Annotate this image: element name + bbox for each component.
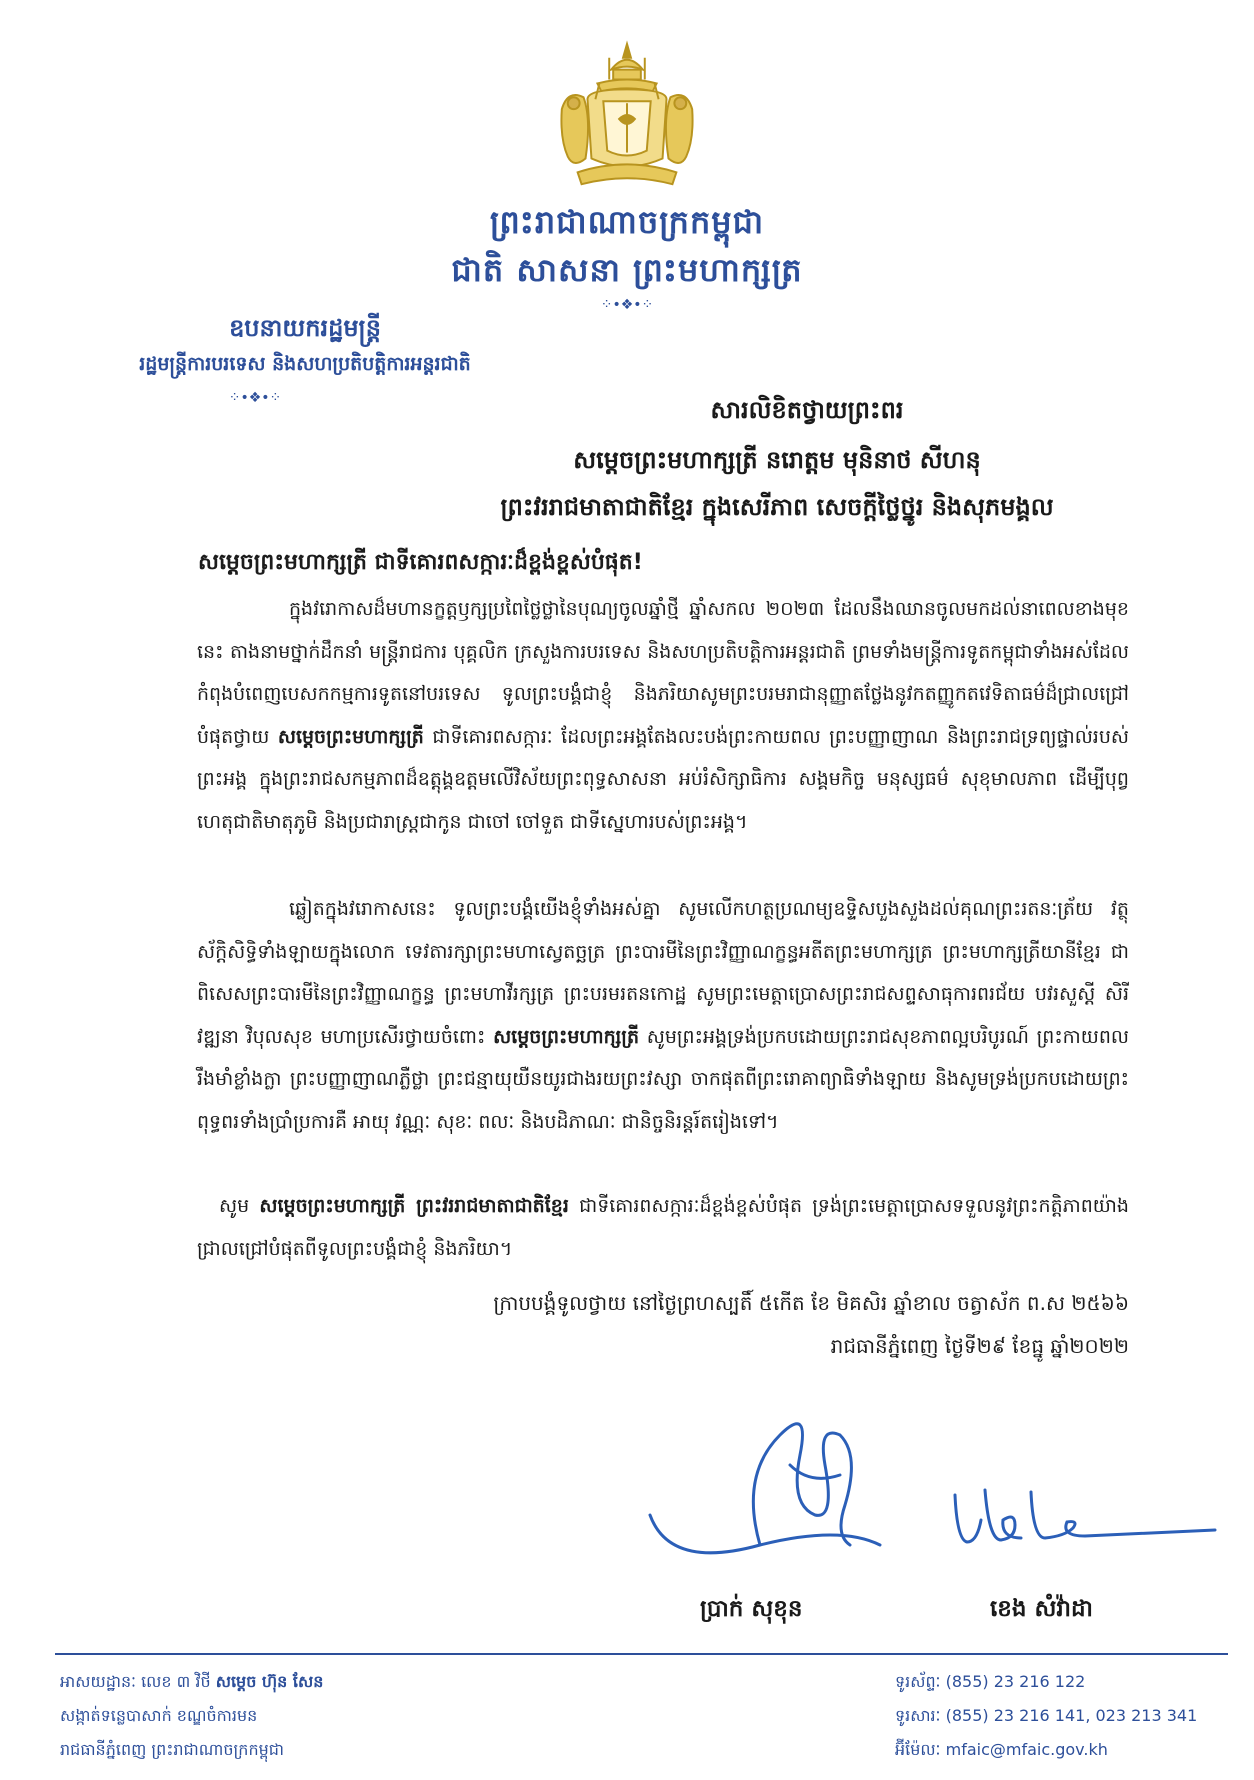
letter-title: សារលិខិតថ្វាយព្រះពរ	[710, 396, 904, 424]
paragraph-1	[197, 588, 1129, 843]
letter-recipient-title: ព្រះវររាជមាតាជាតិខ្មែរ ក្នុងសេរីភាព សេចក្តីថ្លៃថ្នូរ និងសុភមង្គល	[500, 493, 1054, 521]
phone-label: ទូរស័ព្ទៈ	[895, 1672, 941, 1691]
paragraph-3	[197, 1185, 1129, 1270]
paragraph-1-emphasis: សម្តេចព្រះមហាក្សត្រី	[277, 725, 424, 748]
paragraph-2-text-a: ឆ្លៀតក្នុងវរោកាសនេះ ទូលព្រះបង្គំយើងខ្ញុំទាំងអស់គ្នា សូមលើកហត្ថប្រណម្យឧទ្ទិសបួងសួងដល់គុណព្រះរតនៈត្រ័យ វត្ថុស័ក្តិសិទ្ធិទាំងឡាយក្នុងលោក ទេវតារក្សាព្រះមហាស្វេតច្ឆត្រ ព្រះបារមីនៃព្រះវិញ្ញាណក្ខន្ធអតីតព្រះមហាក្សត្រ ព្រះមហាក្សត្រីយានីខ្មែរ ជាពិសេសព្រះបារមីនៃព្រះវិញ្ញាណក្ខន្ធ ព្រះមហាវីរក្សត្រ ព្រះបរមរតនកោដ្ឋ សូមព្រះមេត្តាប្រោសព្រះរាជសព្ទសាធុការពរជ័យ បវរសួស្តី សិរីវឌ្ឍនា វិបុលសុខ មហាប្រសើរថ្វាយចំពោះ	[197, 898, 1129, 1048]
email-address[interactable]: mfaic@mfaic.gov.kh	[945, 1740, 1108, 1759]
phone-line	[895, 1665, 1197, 1699]
email-line	[895, 1733, 1197, 1767]
letter-recipient: សម្តេចព្រះមហាក្សត្រី នរោត្តម មុនិនាថ សីហនុ	[573, 446, 981, 474]
office-title: ឧបនាយករដ្ឋមន្ត្រី	[229, 314, 381, 342]
fax-label: ទូរសារៈ	[895, 1706, 941, 1725]
address-label: អាសយដ្ឋានៈ	[60, 1672, 136, 1691]
solar-date: រាជធានីភ្នំពេញ ថ្ងៃទី២៩ ខែធ្នូ ឆ្នាំ២០២២	[830, 1334, 1129, 1358]
footer-address	[60, 1665, 323, 1767]
address-line-1	[60, 1665, 323, 1699]
fax-line	[895, 1699, 1197, 1733]
ornament-divider-icon: ⁘•❖•⁘	[600, 297, 654, 313]
paragraph-1-text-a: ក្នុងវរោកាសដ៏មហានក្ខត្តឫក្សប្រពៃថ្លៃថ្លានៃបុណ្យចូលឆ្នាំថ្មី ឆ្នាំសកល ២០២៣ ដែលនឹងឈានចូលមកដល់នាពេលខាងមុខនេះ តាងនាមថ្នាក់ដឹកនាំ មន្ត្រីរាជការ បុគ្គលិក ក្រសួងការបរទេស និងសហប្រតិបត្តិការអន្តរជាតិ ព្រមទាំងមន្ត្រីការទូតកម្ពុជាទាំងអស់ដែលកំពុងបំពេញបេសកកម្មការទូតនៅបរទេស ទូលព្រះបង្គំជាខ្ញុំ និងភរិយាសូមព្រះបរមរាជានុញ្ញាតថ្លែងនូវកតញ្ញូកតវេទិតាធម៌ដ៏ជ្រាលជ្រៅបំផុតថ្វាយ	[197, 598, 1129, 748]
signer-name-1: ប្រាក់ សុខុន	[700, 1596, 803, 1622]
footer-divider	[55, 1653, 1228, 1655]
paragraph-3-text-a: សូម	[219, 1195, 250, 1217]
national-motto: ជាតិ សាសនា ព្រះមហាក្សត្រ	[451, 251, 803, 289]
salutation: សម្តេចព្រះមហាក្សត្រី ជាទីគោរពសក្ការៈដ៏ខ្ពង់ខ្ពស់បំផុត!	[198, 550, 643, 575]
signature-1-icon	[640, 1395, 900, 1575]
email-label: អ៊ីម៉ែលៈ	[895, 1740, 941, 1759]
paragraph-1-text-b: ជាទីគោរពសក្ការៈ ដែលព្រះអង្គតែងលះបង់ព្រះកាយពល ព្រះបញ្ញាញាណ និងព្រះរាជទ្រព្យផ្ទាល់របស់ព្រះអង្គ ក្នុងព្រះរាជសកម្មភាពដ៏ឧត្តុង្គឧត្តមលើវិស័យព្រះពុទ្ធសាសនា អប់រំសិក្សាធិការ សង្គមកិច្ច មនុស្សធម៌ សុខុមាលភាព ដើម្បីបុព្វហេតុជាតិមាតុភូមិ និងប្រជារាស្ត្រជាកូន ជាចៅ ចៅទួត ជាទីស្នេហារបស់ព្រះអង្គ។	[197, 725, 1129, 833]
lunar-date: ក្រាបបង្គំទូលថ្វាយ នៅថ្ងៃព្រហស្បតិ៍ ៥កើត ខែ មិគសិរ ឆ្នាំខាល ចត្វាស័ក ព.ស ២៥៦៦	[493, 1291, 1129, 1315]
paragraph-3-emphasis: សម្តេចព្រះមហាក្សត្រី ព្រះវររាជមាតាជាតិខ្មែរ	[259, 1195, 569, 1217]
kingdom-name: ព្រះរាជាណាចក្រកម្ពុជា	[489, 203, 765, 241]
ornament-divider-icon: ⁘•❖•⁘	[228, 390, 282, 406]
phone-number: (855) 23 216 122	[945, 1672, 1086, 1691]
address-street-number: លេខ ៣ វិថី	[141, 1672, 211, 1691]
signature-2-icon	[945, 1480, 1220, 1560]
paragraph-2-emphasis: សម្តេចព្រះមហាក្សត្រី	[493, 1025, 640, 1048]
royal-coat-of-arms-icon	[548, 40, 706, 198]
address-line-2: សង្កាត់ទន្លេបាសាក់ ខណ្ឌចំការមន	[60, 1706, 258, 1725]
footer-contact	[895, 1665, 1197, 1767]
address-line-3: រាជធានីភ្នំពេញ ព្រះរាជាណាចក្រកម្ពុជា	[60, 1740, 284, 1759]
paragraph-3-text-b: ជាទីគោរពសក្ការៈដ៏ខ្ពង់ខ្ពស់បំផុត ទ្រង់ព្រះមេត្តាប្រោសទទួលនូវព្រះកត្តិភាពយ៉ាងជ្រាលជ្រៅបំផុតពីទូលព្រះបង្គំជាខ្ញុំ និងភរិយា។	[197, 1195, 1129, 1260]
office-subtitle: រដ្ឋមន្ត្រីការបរទេស និងសហប្រតិបត្តិការអន្តរជាតិ	[139, 353, 471, 375]
signer-name-2: ខេង សំវ៉ាដា	[990, 1596, 1093, 1622]
fax-number: (855) 23 216 141, 023 213 341	[945, 1706, 1198, 1725]
paragraph-2	[197, 888, 1129, 1143]
paragraph-2-text-b: សូមព្រះអង្គទ្រង់ប្រកបដោយព្រះរាជសុខភាពល្អបរិបូរណ៍ ព្រះកាយពលរឹងមាំខ្លាំងក្លា ព្រះបញ្ញាញាណភ្លឺថ្លា ព្រះជន្មាយុយឺនយូរជាងរយព្រះវស្សា ចាកផុតពីព្រះរោគាព្យាធិទាំងឡាយ និងសូមទ្រង់ប្រកបដោយព្រះពុទ្ធពរទាំងប្រាំប្រការគឺ អាយុ វណ្ណៈ សុខៈ ពលៈ និងបដិភាណៈ ជានិច្ចនិរន្តរ៍តរៀងទៅ។	[197, 1025, 1129, 1133]
address-street-name: សម្តេច ហ៊ុន សែន	[215, 1672, 324, 1691]
